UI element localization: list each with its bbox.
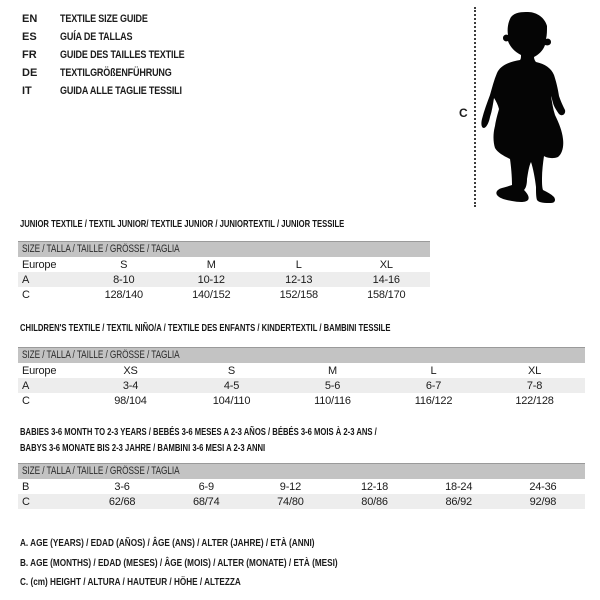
table-row <box>18 363 585 378</box>
guide-title-en: TEXTILE SIZE GUIDE <box>60 13 148 25</box>
language-code: IT <box>22 85 32 97</box>
size-table <box>18 257 430 302</box>
table-row <box>18 393 585 408</box>
size-cell: 122/128 <box>515 394 554 407</box>
size-cell: 68/74 <box>192 495 220 508</box>
size-cell: 92/98 <box>529 495 557 508</box>
children-size-table <box>18 347 585 408</box>
language-title-list <box>22 10 212 100</box>
size-cell: 3-6 <box>114 480 130 493</box>
size-cell: 158/170 <box>367 288 406 301</box>
table-row <box>18 479 585 494</box>
size-cell: XS <box>123 364 138 377</box>
size-cell: 74/80 <box>277 495 304 508</box>
size-cell: 86/92 <box>445 495 472 508</box>
language-row-es <box>22 28 212 46</box>
guide-title-it: GUIDA ALLE TAGLIE TESSILI <box>60 85 182 97</box>
size-cell: XL <box>379 258 393 271</box>
size-cell: 24-36 <box>529 480 557 493</box>
size-cell: 5-6 <box>324 379 341 392</box>
language-code: FR <box>22 49 37 61</box>
language-code: DE <box>22 67 38 79</box>
legend-line-a <box>20 534 427 554</box>
size-cell: L <box>430 364 437 377</box>
size-header-bar <box>18 241 430 257</box>
legend-text-b: B. AGE (MONTHS) / EDAD (MESES) / ÂGE (MOIS) / ALTER (MONATE) / ETÀ (MESI) <box>20 556 338 569</box>
size-cell: 6-9 <box>198 480 214 493</box>
table-row <box>18 287 430 302</box>
size-cell: 152/158 <box>279 288 318 301</box>
size-header-label: SIZE / TALLA / TAILLE / GRÖSSE / TAGLIA <box>22 465 180 477</box>
row-label: A <box>22 273 30 286</box>
guide-title-fr: GUIDE DES TAILLES TEXTILE <box>60 49 185 61</box>
size-cell: 116/122 <box>414 394 453 407</box>
row-label: Europe <box>22 364 57 377</box>
row-label: C <box>22 394 30 407</box>
size-cell: 18-24 <box>445 480 473 493</box>
size-cell: S <box>120 258 128 271</box>
row-label: A <box>22 379 30 392</box>
size-cell: 110/116 <box>314 394 351 407</box>
size-header-bar <box>18 347 585 363</box>
size-cell: L <box>295 258 302 271</box>
measure-legend <box>20 534 427 593</box>
size-cell: 10-12 <box>197 273 225 286</box>
section-title-babies-line1: BABIES 3-6 MONTH TO 2-3 YEARS / BEBÉS 3-6 MESES A 2-3 AÑOS / BÉBÉS 3-6 MOIS À 2-3 ANS / <box>20 426 377 438</box>
language-row-de <box>22 64 212 82</box>
size-header-bar <box>18 463 585 479</box>
table-row <box>18 257 430 272</box>
legend-text-a: A. AGE (YEARS) / EDAD (AÑOS) / ÂGE (ANS) / ALTER (JAHRE) / ETÀ (ANNI) <box>20 537 315 549</box>
junior-size-table <box>18 241 430 302</box>
section-title-babies-line2: BABYS 3-6 MONATE BIS 2-3 JAHRE / BAMBINI 3-6 MESI A 2-3 ANNI <box>20 442 266 454</box>
size-cell: 12-18 <box>360 480 389 493</box>
size-cell: 4-5 <box>223 379 240 392</box>
size-header-label: SIZE / TALLA / TAILLE / GRÖSSE / TAGLIA <box>22 243 180 255</box>
size-cell: S <box>227 364 236 377</box>
section-title-junior: JUNIOR TEXTILE / TEXTIL JUNIOR/ TEXTILE JUNIOR / JUNIORTEXTIL / JUNIOR TESSILE <box>20 218 345 230</box>
row-label: C <box>22 288 30 301</box>
table-row <box>18 272 430 287</box>
size-cell: M <box>206 258 216 271</box>
size-cell: 104/110 <box>212 394 251 407</box>
row-label: C <box>22 495 30 508</box>
row-label: Europe <box>22 258 57 271</box>
table-row <box>18 494 585 509</box>
size-cell: 98/104 <box>114 394 147 407</box>
language-row-it <box>22 82 212 100</box>
height-measure-label: C <box>459 106 468 120</box>
size-cell: XL <box>527 364 542 377</box>
legend-line-c <box>20 573 427 593</box>
size-header-label: SIZE / TALLA / TAILLE / GRÖSSE / TAGLIA <box>22 349 180 361</box>
height-dotted-line <box>474 7 476 207</box>
guide-title-es: GUÍA DE TALLAS <box>60 31 133 43</box>
legend-line-b <box>20 554 427 574</box>
size-cell: 3-4 <box>122 379 139 392</box>
size-cell: 7-8 <box>526 379 543 392</box>
size-cell: 140/152 <box>192 288 231 301</box>
size-cell: 6-7 <box>425 379 442 392</box>
size-table <box>18 479 585 509</box>
size-cell: 128/140 <box>104 288 143 301</box>
babies-size-table <box>18 463 585 509</box>
section-title-children: CHILDREN'S TEXTILE / TEXTIL NIÑO/A / TEXTILE DES ENFANTS / KINDERTEXTIL / BAMBINI TESSILE <box>20 322 391 334</box>
size-cell: 62/68 <box>108 495 136 508</box>
row-label: B <box>22 480 30 493</box>
language-row-fr <box>22 46 212 64</box>
legend-text-c: C. (cm) HEIGHT / ALTURA / HAUTEUR / HÖHE / ALTEZZA <box>20 576 241 588</box>
table-row <box>18 378 585 393</box>
guide-title-de: TEXTILGRÖßENFÜHRUNG <box>60 67 172 79</box>
language-code: ES <box>22 31 37 43</box>
size-cell: M <box>328 364 337 377</box>
language-code: EN <box>22 13 38 25</box>
size-cell: 14-16 <box>372 273 400 286</box>
size-cell: 8-10 <box>113 273 135 286</box>
baby-silhouette-icon <box>481 6 579 204</box>
size-cell: 80/86 <box>361 495 388 508</box>
size-cell: 9-12 <box>279 480 301 493</box>
size-cell: 12-13 <box>285 273 313 286</box>
language-row-en <box>22 10 212 28</box>
size-table <box>18 363 585 408</box>
